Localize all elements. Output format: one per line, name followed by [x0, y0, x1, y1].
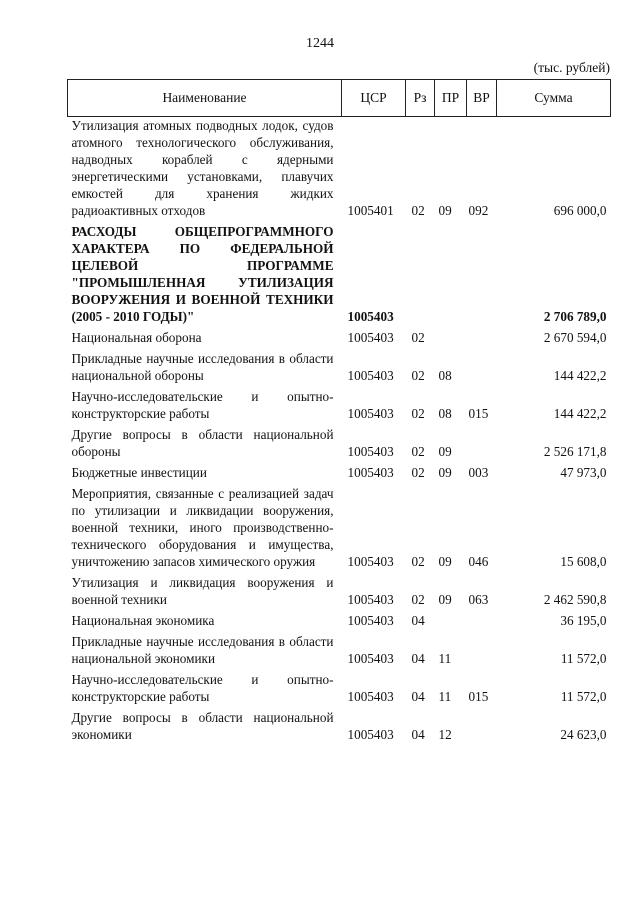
table-body [68, 117, 611, 744]
cell-vr [467, 223, 497, 325]
cell-pr: 09 [438, 203, 452, 218]
table-row [68, 117, 611, 220]
table-row [68, 350, 611, 384]
table-row [68, 464, 611, 481]
table-row [68, 709, 611, 743]
cell-name: Национальная оборона [71, 330, 202, 345]
cell-sum: 47 973,0 [560, 465, 607, 480]
cell-csr: 1005403 [347, 554, 394, 569]
cell-rz: 04 [411, 727, 425, 742]
cell-name: Научно-исследовательские и опытно-конструкторские работы [71, 672, 334, 704]
cell-name: Мероприятия, связанные с реализацией задач по утилизации и ликвидации вооружения, военной техники, иного производственно-технического оборудования и имущества, уничтожению запасов химического оружия [71, 486, 334, 569]
cell-pr: 11 [438, 689, 452, 704]
cell-rz: 02 [411, 444, 425, 459]
cell-name: Научно-исследовательские и опытно-конструкторские работы [71, 389, 334, 421]
cell-name: Национальная экономика [71, 613, 215, 628]
table-header-row [68, 80, 611, 117]
cell-rz [406, 223, 435, 325]
table-row [68, 633, 611, 667]
cell-csr: 1005403 [347, 406, 394, 421]
cell-pr: 09 [438, 444, 452, 459]
header-name: Наименование [68, 80, 342, 117]
cell-pr: 09 [438, 592, 452, 607]
header-rz: Рз [406, 80, 435, 117]
cell-vr [467, 612, 497, 629]
cell-pr: 11 [438, 651, 452, 666]
cell-vr: 063 [468, 592, 489, 607]
cell-vr: 046 [468, 554, 489, 569]
units-label: (тыс. рублей) [533, 60, 610, 75]
cell-rz: 02 [411, 465, 425, 480]
cell-vr [467, 426, 497, 460]
cell-csr: 1005403 [347, 651, 394, 666]
cell-csr: 1005403 [347, 309, 394, 324]
page-number: 1244 [306, 36, 334, 51]
cell-name: Прикладные научные исследования в области национальной экономики [71, 634, 334, 666]
table-row [68, 574, 611, 608]
cell-vr: 003 [468, 465, 489, 480]
cell-sum: 144 422,2 [553, 368, 607, 383]
cell-vr: 092 [468, 203, 489, 218]
cell-csr: 1005403 [347, 689, 394, 704]
cell-csr: 1005403 [347, 613, 394, 628]
cell-sum: 11 572,0 [560, 689, 607, 704]
cell-rz: 02 [411, 406, 425, 421]
cell-sum: 2 526 171,8 [543, 444, 607, 459]
cell-vr [467, 633, 497, 667]
cell-vr: 015 [468, 689, 489, 704]
cell-name: Утилизация и ликвидация вооружения и военной техники [71, 575, 334, 607]
cell-rz: 04 [411, 651, 425, 666]
cell-sum: 24 623,0 [560, 727, 607, 742]
cell-rz: 02 [411, 330, 425, 345]
cell-sum: 2 670 594,0 [543, 330, 607, 345]
cell-sum: 2 706 789,0 [543, 309, 607, 324]
cell-name: Другие вопросы в области национальной экономики [71, 710, 334, 742]
cell-pr [435, 612, 467, 629]
cell-pr: 12 [438, 727, 452, 742]
cell-sum: 2 462 590,8 [543, 592, 607, 607]
cell-csr: 1005403 [347, 330, 394, 345]
cell-csr: 1005403 [347, 727, 394, 742]
cell-name: РАСХОДЫ ОБЩЕПРОГРАММНОГО ХАРАКТЕРА ПО ФЕДЕРАЛЬНОЙ ЦЕЛЕВОЙ ПРОГРАММЕ "ПРОМЫШЛЕННАЯ УТИЛИЗАЦИЯ ВООРУЖЕНИЯ И ВОЕННОЙ ТЕХНИКИ (2005 - 2010 ГОДЫ)" [71, 224, 334, 324]
cell-rz: 02 [411, 368, 425, 383]
cell-sum: 144 422,2 [553, 406, 607, 421]
cell-pr: 08 [438, 406, 452, 421]
table-row [68, 671, 611, 705]
cell-pr: 08 [438, 368, 452, 383]
cell-csr: 1005403 [347, 444, 394, 459]
table-row [68, 426, 611, 460]
header-csr: ЦСР [342, 80, 406, 117]
cell-pr: 09 [438, 554, 452, 569]
cell-vr: 015 [468, 406, 489, 421]
header-pr: ПР [435, 80, 467, 117]
cell-csr: 1005401 [347, 203, 394, 218]
cell-rz: 02 [411, 554, 425, 569]
cell-name: Бюджетные инвестиции [71, 465, 207, 480]
cell-rz: 02 [411, 592, 425, 607]
header-sum: Сумма [497, 80, 611, 117]
cell-name: Другие вопросы в области национальной обороны [71, 427, 334, 459]
cell-rz: 04 [411, 613, 425, 628]
cell-vr [467, 329, 497, 346]
table-row [68, 388, 611, 422]
cell-csr: 1005403 [347, 368, 394, 383]
cell-csr: 1005403 [347, 465, 394, 480]
table-row [68, 329, 611, 346]
cell-pr [435, 223, 467, 325]
header-vr: ВР [467, 80, 497, 117]
cell-pr [435, 329, 467, 346]
table-row [68, 485, 611, 570]
cell-name: Утилизация атомных подводных лодок, судов атомного технологического обслуживания, надводных кораблей с ядерными энергетическими установками, плавучих емкостей для хранения жидких радиоактивных отходов [71, 118, 334, 218]
cell-vr [467, 709, 497, 743]
budget-table [67, 79, 611, 743]
table-row [68, 223, 611, 325]
cell-sum: 15 608,0 [560, 554, 607, 569]
cell-name: Прикладные научные исследования в области национальной обороны [71, 351, 334, 383]
cell-rz: 02 [411, 203, 425, 218]
cell-csr: 1005403 [347, 592, 394, 607]
cell-sum: 36 195,0 [560, 613, 607, 628]
table-row [68, 612, 611, 629]
cell-pr: 09 [438, 465, 452, 480]
cell-sum: 11 572,0 [560, 651, 607, 666]
cell-vr [467, 350, 497, 384]
cell-rz: 04 [411, 689, 425, 704]
cell-sum: 696 000,0 [553, 203, 607, 218]
